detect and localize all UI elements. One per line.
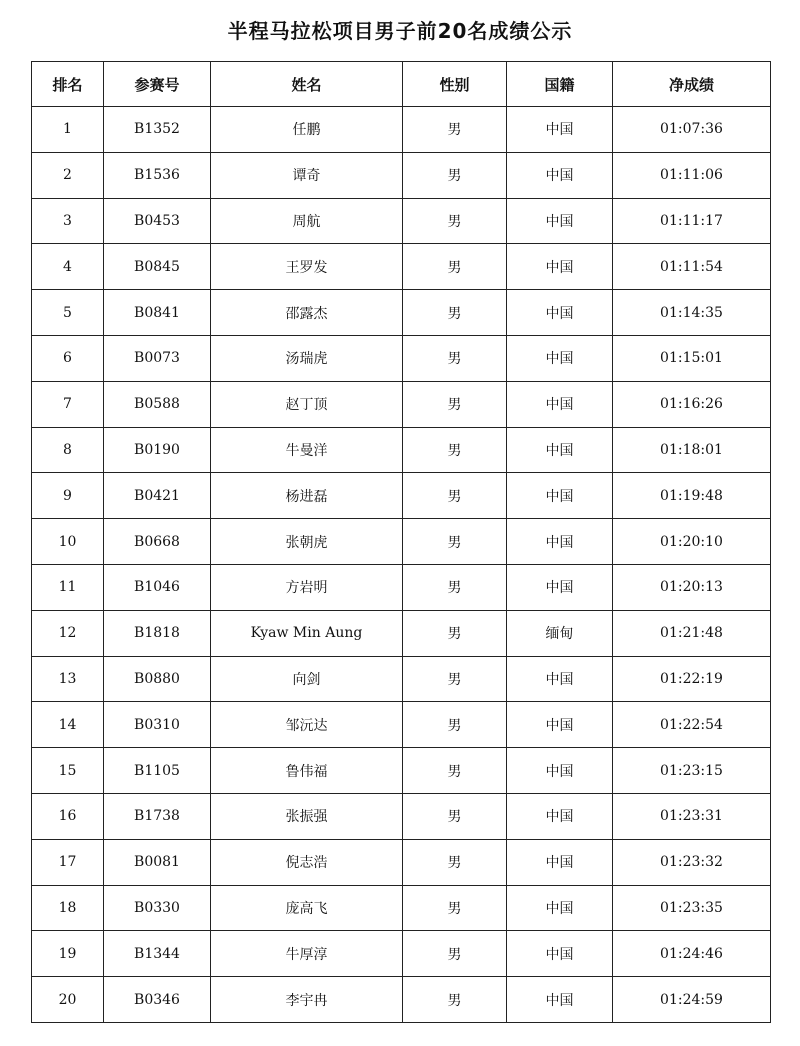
header-row [32,62,771,107]
cell-name: 任鹏 [211,107,403,153]
table-row [32,656,771,702]
cell-gender: 男 [403,885,507,931]
table-row [32,885,771,931]
cell-bib: B1738 [104,793,211,839]
cell-rank: 1 [32,107,104,153]
cell-net-time: 01:11:17 [613,198,771,244]
cell-name: 李宇冉 [211,977,403,1023]
cell-bib: B1344 [104,931,211,977]
cell-name: 邹沅达 [211,702,403,748]
cell-rank: 13 [32,656,104,702]
cell-gender: 男 [403,610,507,656]
cell-bib: B0453 [104,198,211,244]
cell-name: 张朝虎 [211,519,403,565]
cell-rank: 4 [32,244,104,290]
table-row [32,107,771,153]
table-row [32,381,771,427]
table-body [32,107,771,1023]
header-gender: 性别 [403,62,507,107]
cell-name: 赵丁顶 [211,381,403,427]
cell-rank: 16 [32,793,104,839]
cell-gender: 男 [403,335,507,381]
header-rank: 排名 [32,62,104,107]
cell-net-time: 01:23:32 [613,839,771,885]
cell-gender: 男 [403,198,507,244]
cell-name: 邵露杰 [211,290,403,336]
cell-gender: 男 [403,656,507,702]
cell-gender: 男 [403,473,507,519]
cell-name: 张振强 [211,793,403,839]
cell-nationality: 中国 [507,198,613,244]
cell-nationality: 中国 [507,793,613,839]
cell-gender: 男 [403,107,507,153]
cell-gender: 男 [403,519,507,565]
table-row [32,610,771,656]
table-row [32,152,771,198]
cell-gender: 男 [403,839,507,885]
cell-nationality: 缅甸 [507,610,613,656]
cell-bib: B0880 [104,656,211,702]
table-row [32,977,771,1023]
cell-gender: 男 [403,793,507,839]
table-row [32,427,771,473]
page-title: 半程马拉松项目男子前20名成绩公示 [227,19,573,43]
cell-bib: B0841 [104,290,211,336]
cell-name: 鲁伟福 [211,748,403,794]
cell-net-time: 01:19:48 [613,473,771,519]
cell-rank: 14 [32,702,104,748]
cell-rank: 8 [32,427,104,473]
cell-nationality: 中国 [507,107,613,153]
cell-bib: B0421 [104,473,211,519]
cell-rank: 5 [32,290,104,336]
table-row [32,839,771,885]
cell-rank: 3 [32,198,104,244]
cell-gender: 男 [403,564,507,610]
cell-nationality: 中国 [507,885,613,931]
cell-gender: 男 [403,977,507,1023]
cell-bib: B0588 [104,381,211,427]
cell-name: Kyaw Min Aung [211,610,403,656]
cell-nationality: 中国 [507,244,613,290]
cell-name: 庞高飞 [211,885,403,931]
cell-name: 倪志浩 [211,839,403,885]
cell-nationality: 中国 [507,564,613,610]
table-row [32,748,771,794]
cell-nationality: 中国 [507,702,613,748]
cell-net-time: 01:11:54 [613,244,771,290]
cell-rank: 15 [32,748,104,794]
cell-gender: 男 [403,244,507,290]
cell-net-time: 01:16:26 [613,381,771,427]
cell-nationality: 中国 [507,427,613,473]
cell-rank: 10 [32,519,104,565]
cell-nationality: 中国 [507,152,613,198]
cell-name: 汤瑞虎 [211,335,403,381]
table-row [32,931,771,977]
cell-net-time: 01:22:54 [613,702,771,748]
cell-gender: 男 [403,931,507,977]
table-row [32,335,771,381]
cell-gender: 男 [403,702,507,748]
table-row [32,702,771,748]
cell-net-time: 01:20:10 [613,519,771,565]
cell-bib: B1818 [104,610,211,656]
cell-rank: 9 [32,473,104,519]
cell-bib: B1352 [104,107,211,153]
table-row [32,473,771,519]
cell-bib: B0845 [104,244,211,290]
cell-nationality: 中国 [507,839,613,885]
cell-rank: 6 [32,335,104,381]
cell-name: 谭奇 [211,152,403,198]
cell-rank: 18 [32,885,104,931]
cell-net-time: 01:23:15 [613,748,771,794]
cell-net-time: 01:23:31 [613,793,771,839]
header-bib: 参赛号 [104,62,211,107]
cell-rank: 2 [32,152,104,198]
table-row [32,290,771,336]
cell-net-time: 01:18:01 [613,427,771,473]
cell-rank: 20 [32,977,104,1023]
table-row [32,519,771,565]
cell-name: 周航 [211,198,403,244]
cell-bib: B0310 [104,702,211,748]
cell-nationality: 中国 [507,335,613,381]
cell-nationality: 中国 [507,977,613,1023]
cell-nationality: 中国 [507,290,613,336]
cell-net-time: 01:22:19 [613,656,771,702]
cell-net-time: 01:21:48 [613,610,771,656]
cell-net-time: 01:23:35 [613,885,771,931]
cell-bib: B1046 [104,564,211,610]
cell-bib: B1536 [104,152,211,198]
cell-name: 牛曼洋 [211,427,403,473]
cell-rank: 17 [32,839,104,885]
cell-rank: 19 [32,931,104,977]
header-name: 姓名 [211,62,403,107]
cell-name: 王罗发 [211,244,403,290]
cell-gender: 男 [403,381,507,427]
cell-net-time: 01:24:46 [613,931,771,977]
cell-name: 方岩明 [211,564,403,610]
cell-bib: B0190 [104,427,211,473]
table-header [32,62,771,107]
cell-bib: B1105 [104,748,211,794]
cell-rank: 7 [32,381,104,427]
cell-bib: B0081 [104,839,211,885]
cell-net-time: 01:20:13 [613,564,771,610]
cell-net-time: 01:07:36 [613,107,771,153]
cell-nationality: 中国 [507,381,613,427]
cell-nationality: 中国 [507,656,613,702]
cell-rank: 11 [32,564,104,610]
cell-net-time: 01:24:59 [613,977,771,1023]
header-net-time: 净成绩 [613,62,771,107]
cell-gender: 男 [403,748,507,794]
cell-net-time: 01:11:06 [613,152,771,198]
cell-nationality: 中国 [507,748,613,794]
table-row [32,564,771,610]
cell-rank: 12 [32,610,104,656]
cell-gender: 男 [403,290,507,336]
cell-bib: B0073 [104,335,211,381]
cell-net-time: 01:14:35 [613,290,771,336]
table-row [32,793,771,839]
results-table [31,61,771,1023]
cell-name: 杨进磊 [211,473,403,519]
table-row [32,198,771,244]
cell-bib: B0330 [104,885,211,931]
table-row [32,244,771,290]
cell-name: 向剑 [211,656,403,702]
cell-bib: B0668 [104,519,211,565]
cell-nationality: 中国 [507,931,613,977]
header-nationality: 国籍 [507,62,613,107]
cell-gender: 男 [403,427,507,473]
cell-net-time: 01:15:01 [613,335,771,381]
cell-bib: B0346 [104,977,211,1023]
cell-name: 牛厚淳 [211,931,403,977]
cell-nationality: 中国 [507,519,613,565]
cell-nationality: 中国 [507,473,613,519]
cell-gender: 男 [403,152,507,198]
